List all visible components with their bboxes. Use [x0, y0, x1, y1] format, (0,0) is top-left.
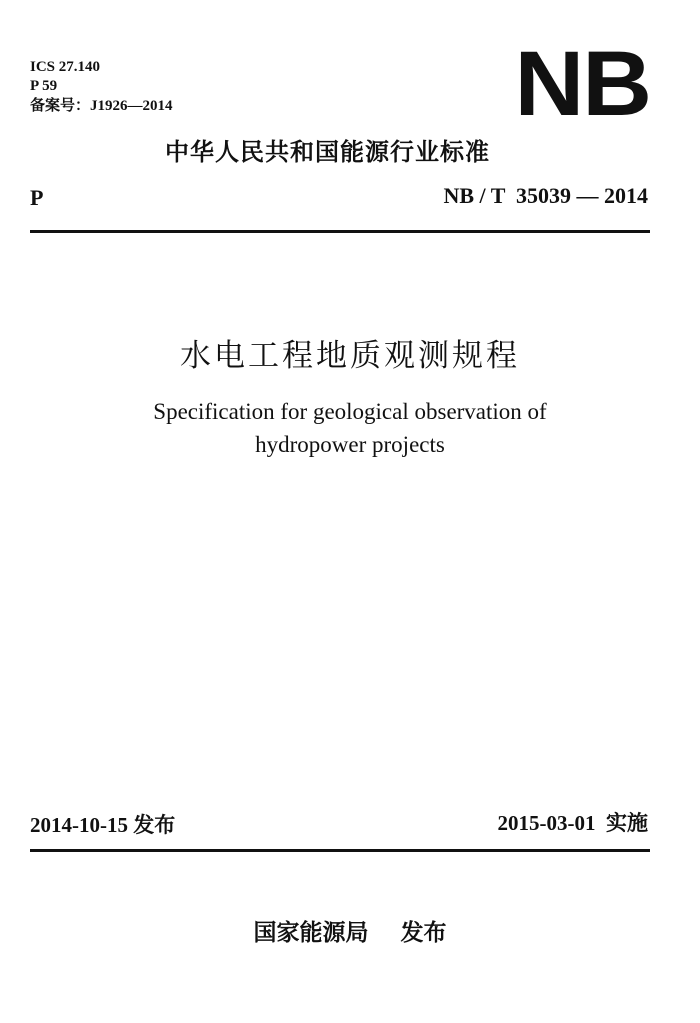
classification-code: P 59 — [30, 78, 58, 94]
effective-label: 实施 — [606, 811, 648, 835]
nb-logo: NB — [514, 33, 650, 135]
standard-code: NB / T 35039 — 2014 — [443, 183, 648, 208]
top-divider — [30, 230, 650, 233]
chinese-title: 水电工程地质观测规程 — [180, 338, 520, 374]
publisher-name: 国家能源局 — [253, 920, 369, 946]
record-number: 备案号：J1926—2014 — [30, 98, 173, 114]
issue-date: 2014-10-15 — [30, 813, 128, 837]
organization-title: 中华人民共和国能源行业标准 — [165, 138, 490, 166]
ics-code: ICS 27.140 — [30, 59, 101, 75]
effective-date: 2015-03-01 — [497, 811, 596, 835]
publisher-block — [0, 918, 700, 948]
effective-date-block — [498, 810, 649, 836]
issue-label: 发布 — [133, 813, 176, 837]
english-title-line-1: Specification for geological observation of — [153, 399, 547, 424]
issue-date-block — [30, 812, 175, 838]
publisher-label: 发布 — [400, 920, 447, 946]
english-title-line-2: hydropower projects — [255, 432, 445, 457]
category-letter: P — [30, 185, 44, 210]
bottom-divider — [30, 849, 650, 852]
